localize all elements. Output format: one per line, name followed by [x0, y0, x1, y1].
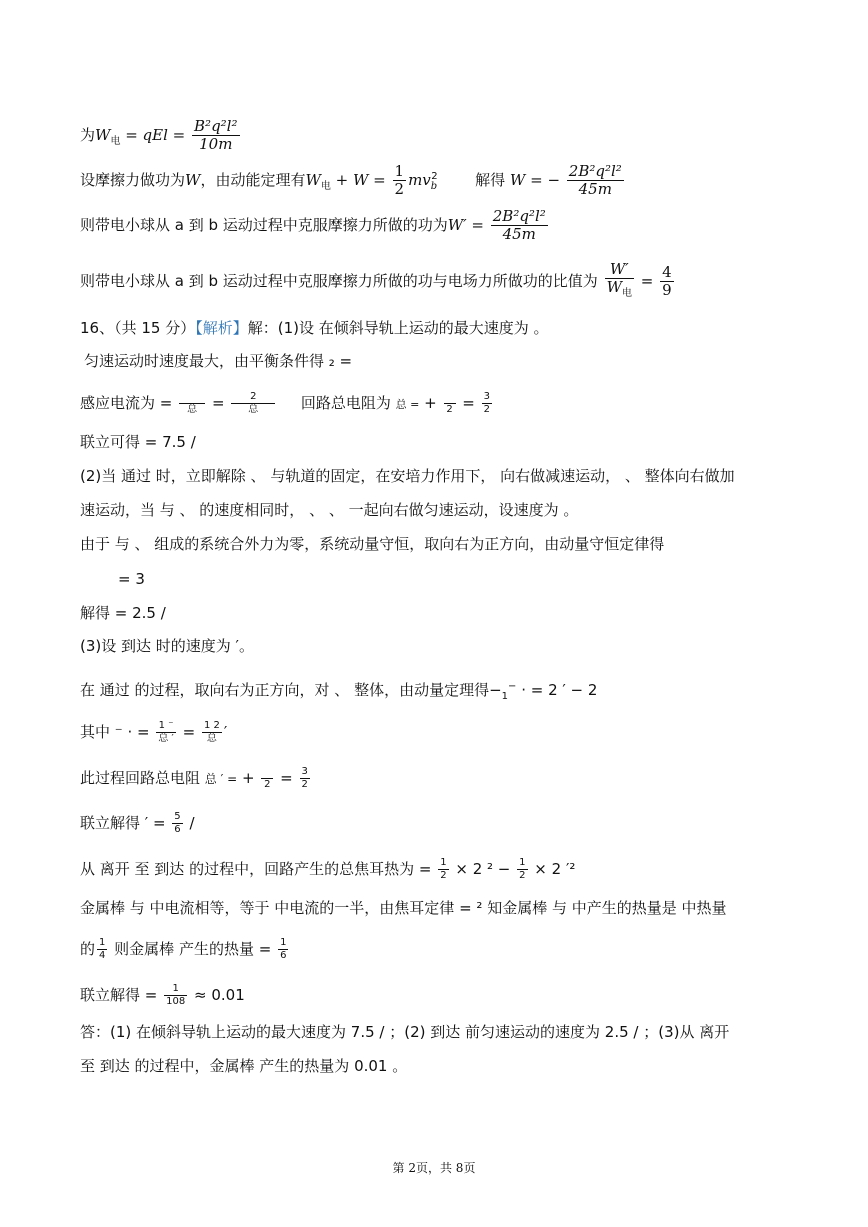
- text: 感应电流为: [80, 394, 156, 412]
- equals: =: [640, 272, 654, 290]
- equals: =: [159, 394, 173, 412]
- fraction: [202, 720, 222, 745]
- equation-part: · = 2 ′ − 2: [521, 681, 598, 699]
- symbol-w: W: [95, 126, 111, 144]
- text: 此过程回路总电阻: [80, 769, 201, 787]
- subscript: 电: [110, 136, 121, 147]
- fraction: [482, 391, 492, 416]
- numerator: 3: [483, 391, 491, 402]
- text: ≈ 0.01: [194, 986, 245, 1004]
- text: 则带电小球从 a 到 b 运动过程中克服摩擦力所做的功与电场力所做功的比值为: [80, 272, 598, 290]
- symbol-mv: mv: [408, 171, 431, 189]
- text: 回路总电阻为: [300, 394, 391, 412]
- text: (2)当 通过 时，立即解除 、 与轨道的固定，在安培力作用下， 向右做减速运动， 、 整体向右做加: [80, 467, 735, 485]
- denominator: 2: [301, 779, 308, 790]
- subscript: 1: [501, 691, 509, 702]
- denominator: W: [606, 278, 622, 296]
- numerator: 2B²q²l²: [568, 162, 622, 180]
- text: 至 到达 的过程中，金属棒 产生的热量为 0.01 。: [80, 1057, 408, 1075]
- equals: =: [462, 394, 475, 412]
- denominator: 4: [99, 950, 106, 961]
- superscript: −: [508, 681, 517, 692]
- formula-line-friction-work: [80, 163, 626, 198]
- text: 速运动，当 与 、 的速度相同时， 、 、 一起向右做匀速运动，设速度为 。: [80, 501, 579, 519]
- text: 为: [80, 126, 96, 144]
- denominator: 9: [662, 281, 672, 299]
- numerator: 2B²q²l²: [492, 207, 546, 225]
- symbol-w: W: [185, 171, 201, 189]
- text: 联立解得 ′ =: [80, 814, 166, 832]
- text: 解：(1)设 在倾斜导轨上运动的最大速度为 。: [247, 319, 549, 337]
- superscript: 2: [431, 171, 438, 182]
- denominator: 总 ′: [158, 733, 174, 744]
- plus: +: [424, 394, 437, 412]
- question-16-header: [80, 318, 549, 338]
- subscript: 电: [320, 181, 331, 192]
- text: 由于 与 、 组成的系统合外力为零，系统动量守恒，取向右为正方向，由动量守恒定律得: [80, 535, 665, 553]
- text: 解得: [475, 171, 506, 189]
- solution-line: [84, 351, 352, 371]
- text: (3)设 到达 时的速度为 ′。: [80, 637, 254, 655]
- fraction: [192, 118, 239, 153]
- subscript: 电: [622, 288, 632, 299]
- answer-line: [80, 1056, 407, 1076]
- formula-line-electric-work: [80, 118, 242, 153]
- symbol-w: W: [305, 171, 321, 189]
- denominator: 总: [248, 404, 259, 415]
- question-label: 16、（共 15 分）: [80, 319, 196, 337]
- numerator: B²q²l²: [194, 117, 238, 135]
- solution-line-momentum: [80, 677, 597, 707]
- solution-line: [118, 569, 145, 589]
- fraction: [444, 391, 456, 416]
- numerator: 1 2: [203, 720, 220, 731]
- fraction: [278, 937, 288, 962]
- numerator: W′: [605, 261, 634, 279]
- text: 联立解得 =: [80, 986, 158, 1004]
- fraction: [300, 766, 310, 791]
- solution-line: [80, 432, 196, 452]
- text: 匀速运动时速度最大，由平衡条件得 ₂ =: [84, 352, 353, 370]
- solution-line-quarter: [80, 937, 290, 962]
- equation-part: 总 =: [395, 398, 420, 411]
- numerator: 1 ⁻: [156, 720, 175, 733]
- text: 设摩擦力做功为: [80, 171, 186, 189]
- equals: =: [280, 769, 293, 787]
- denominator: 6: [174, 824, 181, 835]
- fraction: [172, 811, 182, 836]
- text: 在 通过 的过程，取向右为正方向，对 、 整体，由动量定理得−: [80, 681, 502, 699]
- text: 解得 = 2.5 /: [80, 604, 166, 622]
- denominator: 2: [264, 779, 271, 790]
- denominator: 2: [394, 180, 405, 198]
- denominator: 10m: [199, 135, 233, 153]
- equals: =: [211, 394, 225, 412]
- plus: +: [242, 769, 255, 787]
- denominator: 108: [166, 996, 186, 1007]
- numerator: 3: [301, 766, 308, 777]
- numerator: 1: [394, 162, 405, 180]
- solution-line: [80, 603, 166, 623]
- numerator: 1: [99, 937, 106, 948]
- denominator: 2: [519, 870, 526, 881]
- fraction-result: [660, 264, 674, 299]
- solution-line-impulse: [80, 720, 227, 745]
- answer-line: [80, 1022, 729, 1042]
- solution-line-heat: [80, 857, 575, 882]
- formula-line-ratio: [80, 261, 676, 302]
- formula-line-overcome-friction: [80, 208, 550, 243]
- numerator: [179, 391, 205, 404]
- solution-line: [80, 466, 735, 486]
- text: 联立可得 = 7.5 /: [80, 433, 196, 451]
- solution-line-result: [80, 983, 245, 1008]
- denominator: 2: [440, 870, 447, 881]
- numerator: 1: [519, 857, 526, 868]
- text: = 3: [118, 570, 145, 588]
- fraction: [567, 163, 624, 198]
- prime: ′: [223, 723, 228, 741]
- numerator: 2: [231, 391, 275, 404]
- equation-part: = qEl =: [125, 126, 186, 144]
- denominator: 6: [280, 950, 287, 961]
- solution-line: [80, 534, 664, 554]
- denominator: 2: [483, 404, 491, 415]
- analysis-tag: 【解析】: [195, 319, 248, 337]
- text: ，由动能定理有: [200, 171, 306, 189]
- text: 从 离开 至 到达 的过程中，回路产生的总焦耳热为 =: [80, 860, 432, 878]
- numerator: 1: [164, 983, 187, 996]
- fraction: [517, 857, 527, 882]
- unit: /: [189, 814, 195, 832]
- page-footer: 第 2页，共 8页: [392, 1161, 476, 1175]
- denominator: 45m: [578, 180, 612, 198]
- numerator: 5: [174, 811, 181, 822]
- fraction: [491, 208, 548, 243]
- denominator: 2: [446, 404, 453, 415]
- equation-part: W′ =: [447, 216, 484, 234]
- solution-line-current: [80, 391, 494, 416]
- fraction: [605, 261, 634, 302]
- solution-line-velocity: [80, 811, 195, 836]
- fraction: [438, 857, 448, 882]
- fraction: [97, 937, 107, 962]
- numerator: [444, 391, 456, 404]
- solution-line: [80, 500, 578, 520]
- fraction-half: [393, 163, 407, 198]
- equation-part: 总 ′ =: [204, 772, 238, 786]
- fraction: [261, 766, 273, 791]
- denominator: 总: [206, 733, 217, 744]
- solution-line-resistance: [80, 766, 312, 791]
- text: 则金属棒 产生的热量 =: [114, 940, 272, 958]
- numerator: 1: [440, 857, 447, 868]
- fraction: [156, 720, 175, 745]
- equation-part: + W =: [335, 171, 386, 189]
- equation-part: × 2 ′²: [534, 860, 576, 878]
- equals: =: [182, 723, 196, 741]
- fraction: [164, 983, 187, 1008]
- solution-line: [80, 898, 727, 918]
- numerator: 4: [662, 263, 672, 281]
- text: 金属棒 与 中电流相等，等于 中电流的一半，由焦耳定律 = ² 知金属棒 与 中产生的热量是 中热量: [80, 899, 727, 917]
- numerator: [261, 766, 273, 779]
- solution-line: [80, 636, 254, 656]
- numerator: 1: [280, 937, 287, 948]
- fraction: [231, 391, 275, 416]
- fraction: [179, 391, 205, 416]
- text: 答：(1) 在倾斜导轨上运动的最大速度为 7.5 / ；(2) 到达 前匀速运动的速度为 2.5 / ；(3)从 离开: [80, 1023, 730, 1041]
- denominator: 总: [187, 404, 198, 415]
- denominator: 45m: [502, 225, 536, 243]
- equation-part: × 2 ² −: [455, 860, 511, 878]
- text: 的: [80, 940, 96, 958]
- text: 则带电小球从 a 到 b 运动过程中克服摩擦力所做的功为: [80, 216, 448, 234]
- subscript: b: [430, 181, 438, 192]
- text: 其中 ⁻ · =: [80, 723, 150, 741]
- equation-part: W = −: [509, 171, 561, 189]
